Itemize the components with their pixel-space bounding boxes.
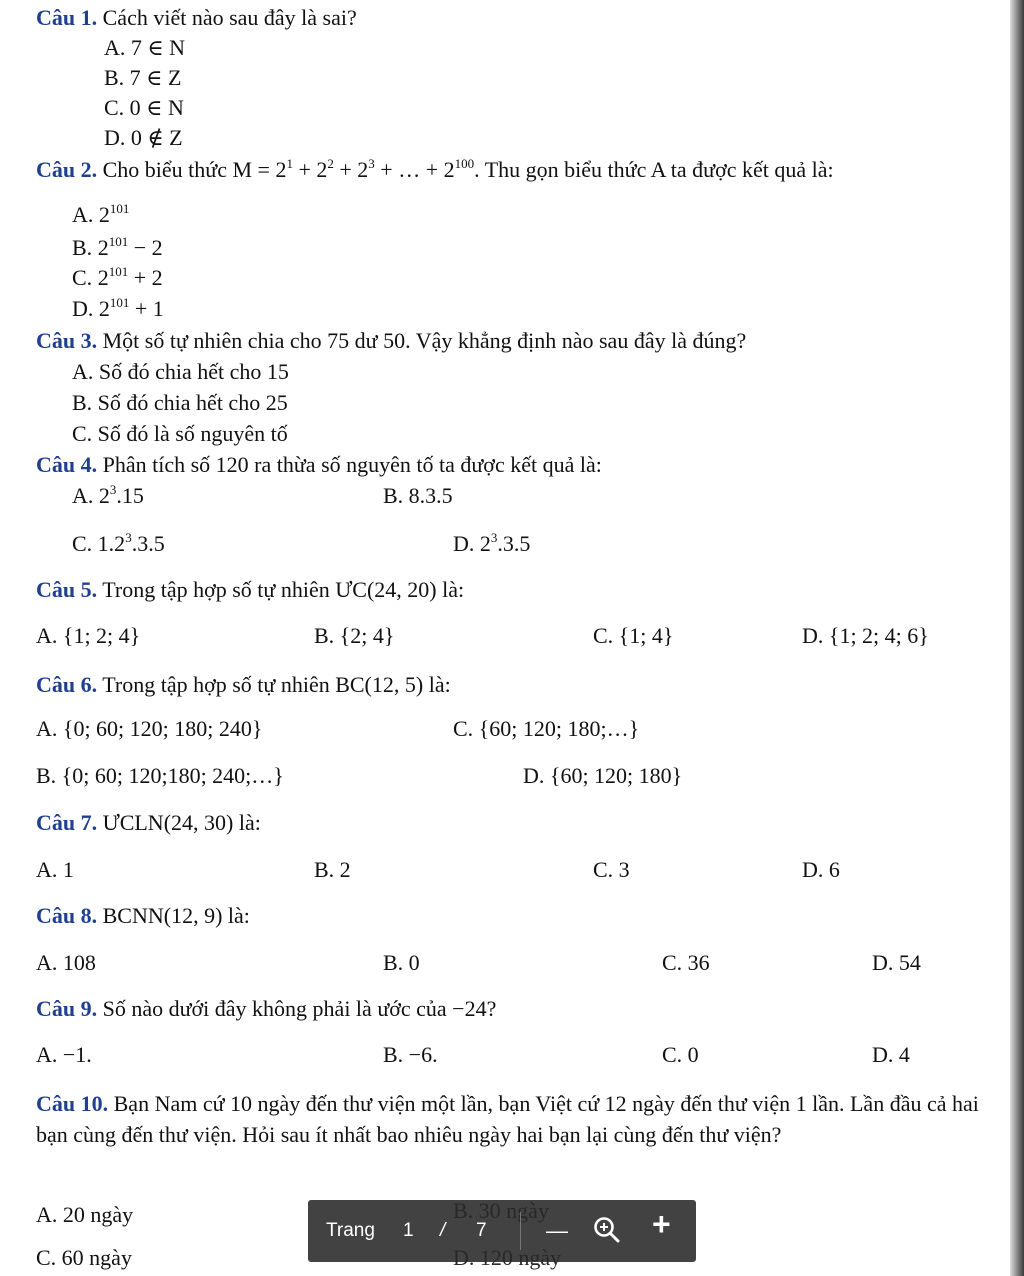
answer-d: D. $2^{101} + 1$ [72,295,164,321]
answer-b: B. 2 [314,857,351,882]
answer-a: A. −1. [36,1042,92,1067]
question-6 [36,672,451,698]
question-4 [36,452,602,478]
answer-a: A. {0; 60; 120; 180; 240} [36,716,263,741]
question-8 [36,903,250,929]
question-label: Câu 5. [36,577,98,602]
question-text: Bạn Nam cứ 10 ngày đến thư viện một lần, bạn Việt cứ 12 ngày đến thư viện 1 lần. Lần đầu cả hai bạn cùng đến thư viện. Hỏi sau ít nhất bao nhiêu ngày hai bạn lại cùng đến thư viện? [36,1091,979,1147]
question-label: Câu 9. [36,996,98,1021]
page-edge-shadow [1010,0,1024,1276]
question-3 [36,328,746,354]
viewer-toolbar [308,1200,696,1262]
answer-b: B. 7 ∈ Z [104,65,182,90]
answer-b: B. {0; 60; 120;180; 240;…} [36,763,284,788]
magnifier-icon [592,1215,622,1245]
answer-b: B. {2; 4} [314,623,395,648]
answer-d: D. 0 ∉ Z [104,125,183,150]
page-total: 7 [476,1220,487,1241]
answer-a: A. 108 [36,950,96,975]
answer-a: A. {1; 2; 4} [36,623,141,648]
answer-a: A. Số đó chia hết cho 15 [72,359,289,384]
question-label: Câu 4. [36,452,98,477]
answer-b: B. Số đó chia hết cho 25 [72,390,288,415]
question-label: Câu 10. [36,1091,109,1116]
answer-c: C. 3 [593,857,630,882]
answer-a: A. $2^3.15$ [72,482,144,508]
question-text: Trong tập hợp số tự nhiên ƯC(24, 20) là: [102,577,465,602]
zoom-out-button[interactable]: — [546,1218,568,1243]
question-text: Phân tích số 120 ra thừa số nguyên tố ta được kết quả là: [102,452,602,477]
answer-c: C. {60; 120; 180;…} [453,716,640,741]
question-text: Số nào dưới đây không phải là ước của −24? [102,996,497,1021]
answer-d: D. {60; 120; 180} [523,763,683,788]
answer-d: D. 6 [802,857,840,882]
answer-c: C. 60 ngày [36,1245,132,1270]
question-5 [36,577,464,603]
answer-d: D. {1; 2; 4; 6} [802,623,929,648]
question-label: Câu 2. [36,157,98,182]
question-text: BCNN(12, 9) là: [102,903,250,928]
answer-d: D. 4 [872,1042,910,1067]
question-text: Cho biểu thức $M = 2^1 + 2^2 + 2^3$ + … + $2^{100}$. Thu gọn biểu thức A ta được kết quả là: [102,156,834,182]
page-current-input[interactable]: 1 [403,1220,414,1241]
answer-c: C. 0 [662,1042,699,1067]
question-label: Câu 1. [36,5,98,30]
answer-a: A. 1 [36,857,74,882]
question-text: Trong tập hợp số tự nhiên BC(12, 5) là: [102,672,451,697]
answer-a: A. 20 ngày [36,1202,134,1227]
question-label: Câu 7. [36,810,98,835]
answer-d: D. $2^3.3.5$ [453,530,531,556]
answer-d: D. 54 [872,950,921,975]
page-label: Trang [326,1220,375,1241]
answer-b: B. 8.3.5 [383,483,453,508]
answer-c: C. $1.2^3.3.5$ [72,530,165,556]
zoom-in-button[interactable]: + [652,1206,671,1242]
page-separator: / [440,1220,446,1241]
answer-b: B. $2^{101} - 2$ [72,234,163,260]
question-7 [36,810,261,836]
answer-c: C. 0 ∈ N [104,95,184,120]
answer-a: A. $2^{101}$ [72,201,130,227]
answer-c: C. Số đó là số nguyên tố [72,421,288,446]
question-1 [36,5,357,31]
question-label: Câu 3. [36,328,98,353]
question-text: Một số tự nhiên chia cho 75 dư 50. Vậy khẳng định nào sau đây là đúng? [102,328,747,353]
answer-b: B. −6. [383,1042,438,1067]
question-10 [36,1088,1001,1150]
question-2 [36,157,834,183]
answer-b: B. 0 [383,950,420,975]
zoom-icon[interactable] [592,1215,622,1251]
answer-c: C. {1; 4} [593,623,674,648]
toolbar-divider [520,1212,521,1250]
question-label: Câu 6. [36,672,98,697]
question-text: ƯCLN(24, 30) là: [102,810,261,835]
answer-c: C. 36 [662,950,710,975]
answer-c: C. $2^{101} + 2$ [72,264,163,290]
question-9 [36,996,496,1022]
question-text: Cách viết nào sau đây là sai? [102,5,357,30]
question-label: Câu 8. [36,903,98,928]
answer-a: A. 7 ∈ N [104,35,186,60]
